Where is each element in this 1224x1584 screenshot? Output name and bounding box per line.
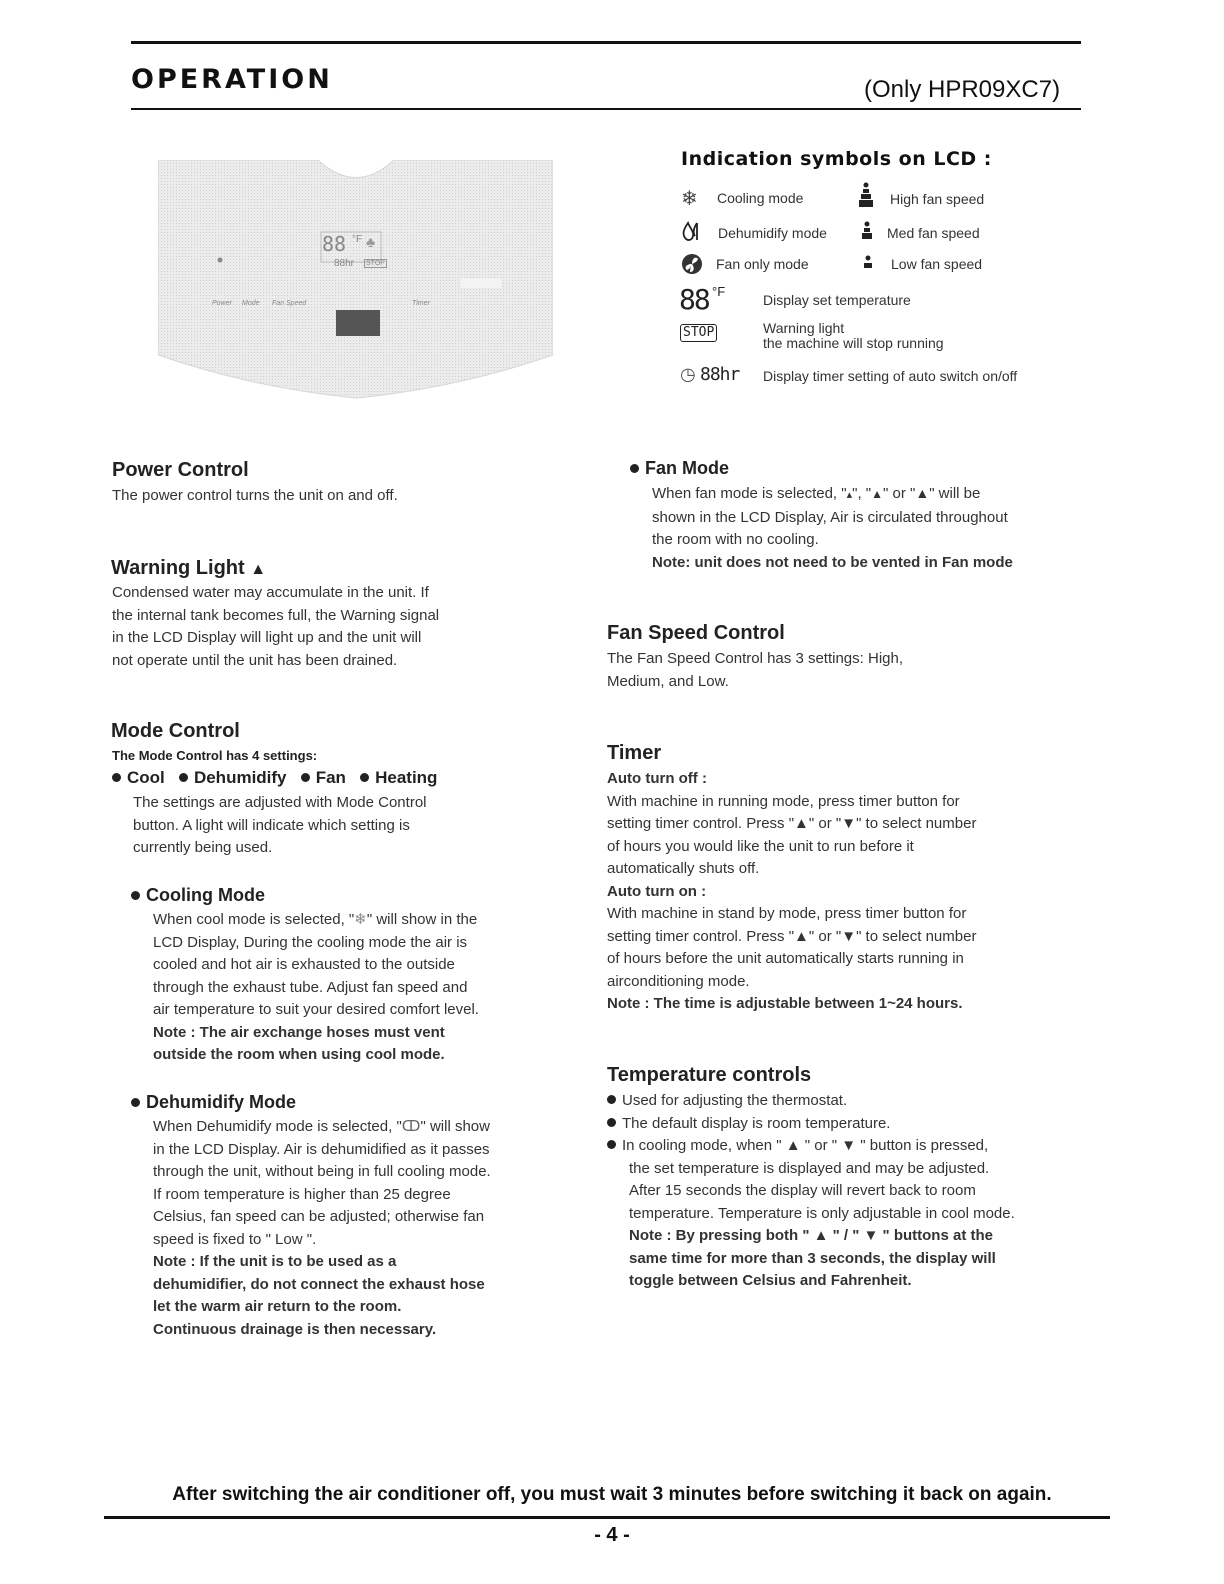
panel-label-fan-speed: Fan Speed [272,300,307,307]
cooling-mode-heading-text: Cooling Mode [146,885,265,905]
footer-warning: After switching the air conditioner off, you must wait 3 minutes before switching it back on again. [172,1484,1052,1505]
text-line: button. A light will indicate which setting is [133,816,410,834]
fan-mode-text [652,482,1112,574]
text-fragment: When cool mode is selected, " [153,911,355,928]
warning-triangle-icon: ▲ [250,561,267,578]
note-line: Continuous drainage is then necessary. [153,1320,437,1338]
ind-high-fan-label: High fan speed [890,191,985,207]
ind-fan-only-label: Fan only mode [716,256,809,272]
warning-light-heading [111,557,266,580]
text-line: Medium, and Low. [607,672,729,690]
text-fragment: When Dehumidify mode is selected, " [153,1118,402,1135]
timer-on-label: Auto turn on : [607,882,707,900]
text-fragment: " will be [929,485,981,502]
clock-icon: ◷ [680,364,696,384]
snowflake-icon: ❄ [681,188,698,210]
dehumidify-icon [680,220,706,244]
timer-text [607,768,1097,1016]
text-line: Condensed water may accumulate in the unit. If [112,584,429,601]
text-fragment: In cooling mode, when " ▲ " or " ▼ " button is pressed, [622,1137,989,1154]
cooling-mode-text [153,909,573,1067]
panel-fan-icon: ♣ [366,234,376,250]
bullet-icon [131,891,140,900]
dehumidify-icon: ↀ [401,1118,421,1135]
header-top-rule [131,41,1081,44]
note-line: Note : The time is adjustable between 1~24 hours. [607,995,963,1012]
note-line: Note : The air exchange hoses must vent [153,1023,445,1041]
text-line: The Fan Speed Control has 3 settings: High, [607,650,904,667]
indication-title: Indication symbols on LCD : [681,148,992,170]
bullet-icon [131,1098,140,1107]
list-item [607,1090,1107,1113]
bullet-icon [630,464,639,473]
text-line: shown in the LCD Display, Air is circulated throughout [652,508,1008,526]
page-title: OPERATION [131,64,333,95]
text-line: through the exhaust tube. Adjust fan speed and [153,978,468,996]
control-panel-illustration [158,160,553,400]
panel-temp-digits: 88 [322,232,347,256]
mode-setting-dehumidify: Dehumidify [193,768,287,787]
text-fragment: The default display is room temperature. [622,1114,891,1132]
dehumidify-mode-heading-text: Dehumidify Mode [146,1092,297,1112]
list-item [607,1113,1107,1136]
text-line: cooled and hot air is exhausted to the outside [153,956,455,973]
bullet-icon [179,773,188,782]
med-fan-icon [860,221,874,241]
text-line: With machine in running mode, press timer button for [607,792,960,810]
text-fragment: " or " [883,485,916,502]
text-line [153,1116,583,1139]
temperature-text [607,1090,1107,1293]
temperature-heading: Temperature controls [607,1064,812,1086]
ind-temp-label: Display set temperature [763,292,911,308]
ind-dehumidify-label: Dehumidify mode [718,225,827,241]
temp-display-symbol: 88 [679,283,709,316]
med-fan-icon: ▲ [871,487,883,501]
dehumidify-mode-heading [131,1092,296,1113]
note-line: Note : If the unit is to be used as a [153,1253,397,1270]
text-line: the room with no cooling. [652,531,819,548]
note-line: outside the room when using cool mode. [153,1046,445,1063]
note-line: Note: unit does not need to be vented in Fan mode [652,553,1013,571]
text-line: setting timer control. Press "▲" or "▼" to select number [607,927,977,945]
text-line: not operate until the unit has been drained. [112,651,398,669]
low-fan-icon [862,255,874,271]
text-line: Celsius, fan speed can be adjusted; otherwise fan [153,1208,485,1225]
bullet-icon [360,773,369,782]
note-line: dehumidifier, do not connect the exhaust hose [153,1275,485,1293]
power-control-text: The power control turns the unit on and off. [112,487,398,504]
timer-off-label: Auto turn off : [607,770,707,787]
timer-display-symbol: 88hr [700,364,740,385]
snowflake-icon: ❄ [354,911,367,928]
text-fragment: " will show [420,1118,490,1135]
bullet-icon [607,1140,616,1149]
text-line: in the LCD Display will light up and the unit will [112,629,422,646]
text-line: the internal tank becomes full, the Warning signal [112,606,440,624]
model-note: (Only HPR09XC7) [864,76,1061,103]
text-line [153,909,573,932]
text-line: of hours before the unit automatically starts running in [607,950,964,967]
ind-med-fan-label: Med fan speed [887,225,980,241]
dehumidify-mode-text [153,1116,583,1341]
text-fragment: Used for adjusting the thermostat. [622,1092,848,1109]
ind-low-fan-label: Low fan speed [891,256,983,272]
text-line: LCD Display, During the cooling mode the air is [153,933,468,951]
text-line: in the LCD Display. Air is dehumidified as it passes [153,1140,490,1158]
list-item [607,1135,1107,1158]
panel-label-mode: Mode [242,300,260,307]
ind-warning-line2: the machine will stop running [763,335,944,351]
text-fragment: When fan mode is selected, " [652,485,847,502]
text-line: the set temperature is displayed and may be adjusted. [629,1159,990,1177]
mode-setting-cool: Cool [127,768,165,787]
text-line: speed is fixed to " Low ". [153,1230,317,1248]
fan-speed-text [607,648,903,693]
power-control-heading: Power Control [112,459,249,481]
bullet-icon [112,773,121,782]
text-line: temperature. Temperature is only adjustable in cool mode. [629,1204,1015,1222]
bullet-icon [607,1118,616,1127]
ind-cooling-label: Cooling mode [717,190,804,206]
text-line: automatically shuts off. [607,860,760,877]
panel-label-timer: Timer [412,300,430,307]
mode-setting-fan: Fan [315,768,346,787]
ind-timer-label: Display timer setting of auto switch on/off [763,368,1018,384]
text-line: setting timer control. Press "▲" or "▼" to select number [607,815,977,832]
text-line: through the unit, without being in full cooling mode. [153,1163,491,1180]
footer-rule [104,1516,1110,1519]
note-line: same time for more than 3 seconds, the display will [629,1249,996,1267]
warning-light-text [112,582,512,672]
note-line: toggle between Celsius and Fahrenheit. [629,1272,912,1289]
panel-label-power: Power [212,300,232,307]
temp-display-unit: °F [712,284,726,299]
panel-timer-digits: 88hr [334,258,355,269]
ind-warning-line1: Warning light [763,320,845,336]
text-line: After 15 seconds the display will revert back to room [629,1182,976,1199]
timer-heading: Timer [607,742,662,764]
text-line: With machine in stand by mode, press timer button for [607,905,967,922]
note-line: Note : By pressing both " ▲ " / " ▼ " buttons at the [629,1227,993,1244]
fan-mode-heading [630,458,729,479]
mode-setting-heating: Heating [375,768,438,787]
panel-stop-badge: STOP [366,260,385,267]
text-line: airconditioning mode. [607,972,750,990]
panel-temp-unit: °F [352,234,363,245]
text-line: air temperature to suit your desired comfort level. [153,1001,479,1018]
high-fan-icon [858,182,874,208]
text-line: If room temperature is higher than 25 degree [153,1185,451,1203]
text-line: currently being used. [133,839,273,856]
note-line: let the warm air return to the room. [153,1298,402,1315]
fan-mode-heading-text: Fan Mode [645,458,729,478]
warning-light-heading-text: Warning Light [111,557,245,579]
bullet-icon [301,773,310,782]
text-fragment: " will show in the [366,911,478,928]
mode-control-intro: The Mode Control has 4 settings: [112,748,318,763]
mode-settings-list [112,768,437,788]
high-fan-icon: ▲ [915,485,930,501]
text-line [652,482,1112,507]
text-line: The settings are adjusted with Mode Control [133,794,427,811]
mode-control-heading: Mode Control [111,720,240,742]
page-number: - 4 - [594,1524,630,1546]
bullet-icon [607,1095,616,1104]
stop-icon: STOP [680,324,717,342]
text-line: of hours you would like the unit to run before it [607,837,914,855]
fan-only-icon [681,253,703,275]
low-fan-icon: ▴ [846,489,853,501]
fan-speed-heading: Fan Speed Control [607,622,785,644]
header-bottom-rule [131,108,1081,110]
mode-control-text [133,792,427,860]
cooling-mode-heading [131,885,265,906]
text-fragment: ", " [852,485,872,502]
